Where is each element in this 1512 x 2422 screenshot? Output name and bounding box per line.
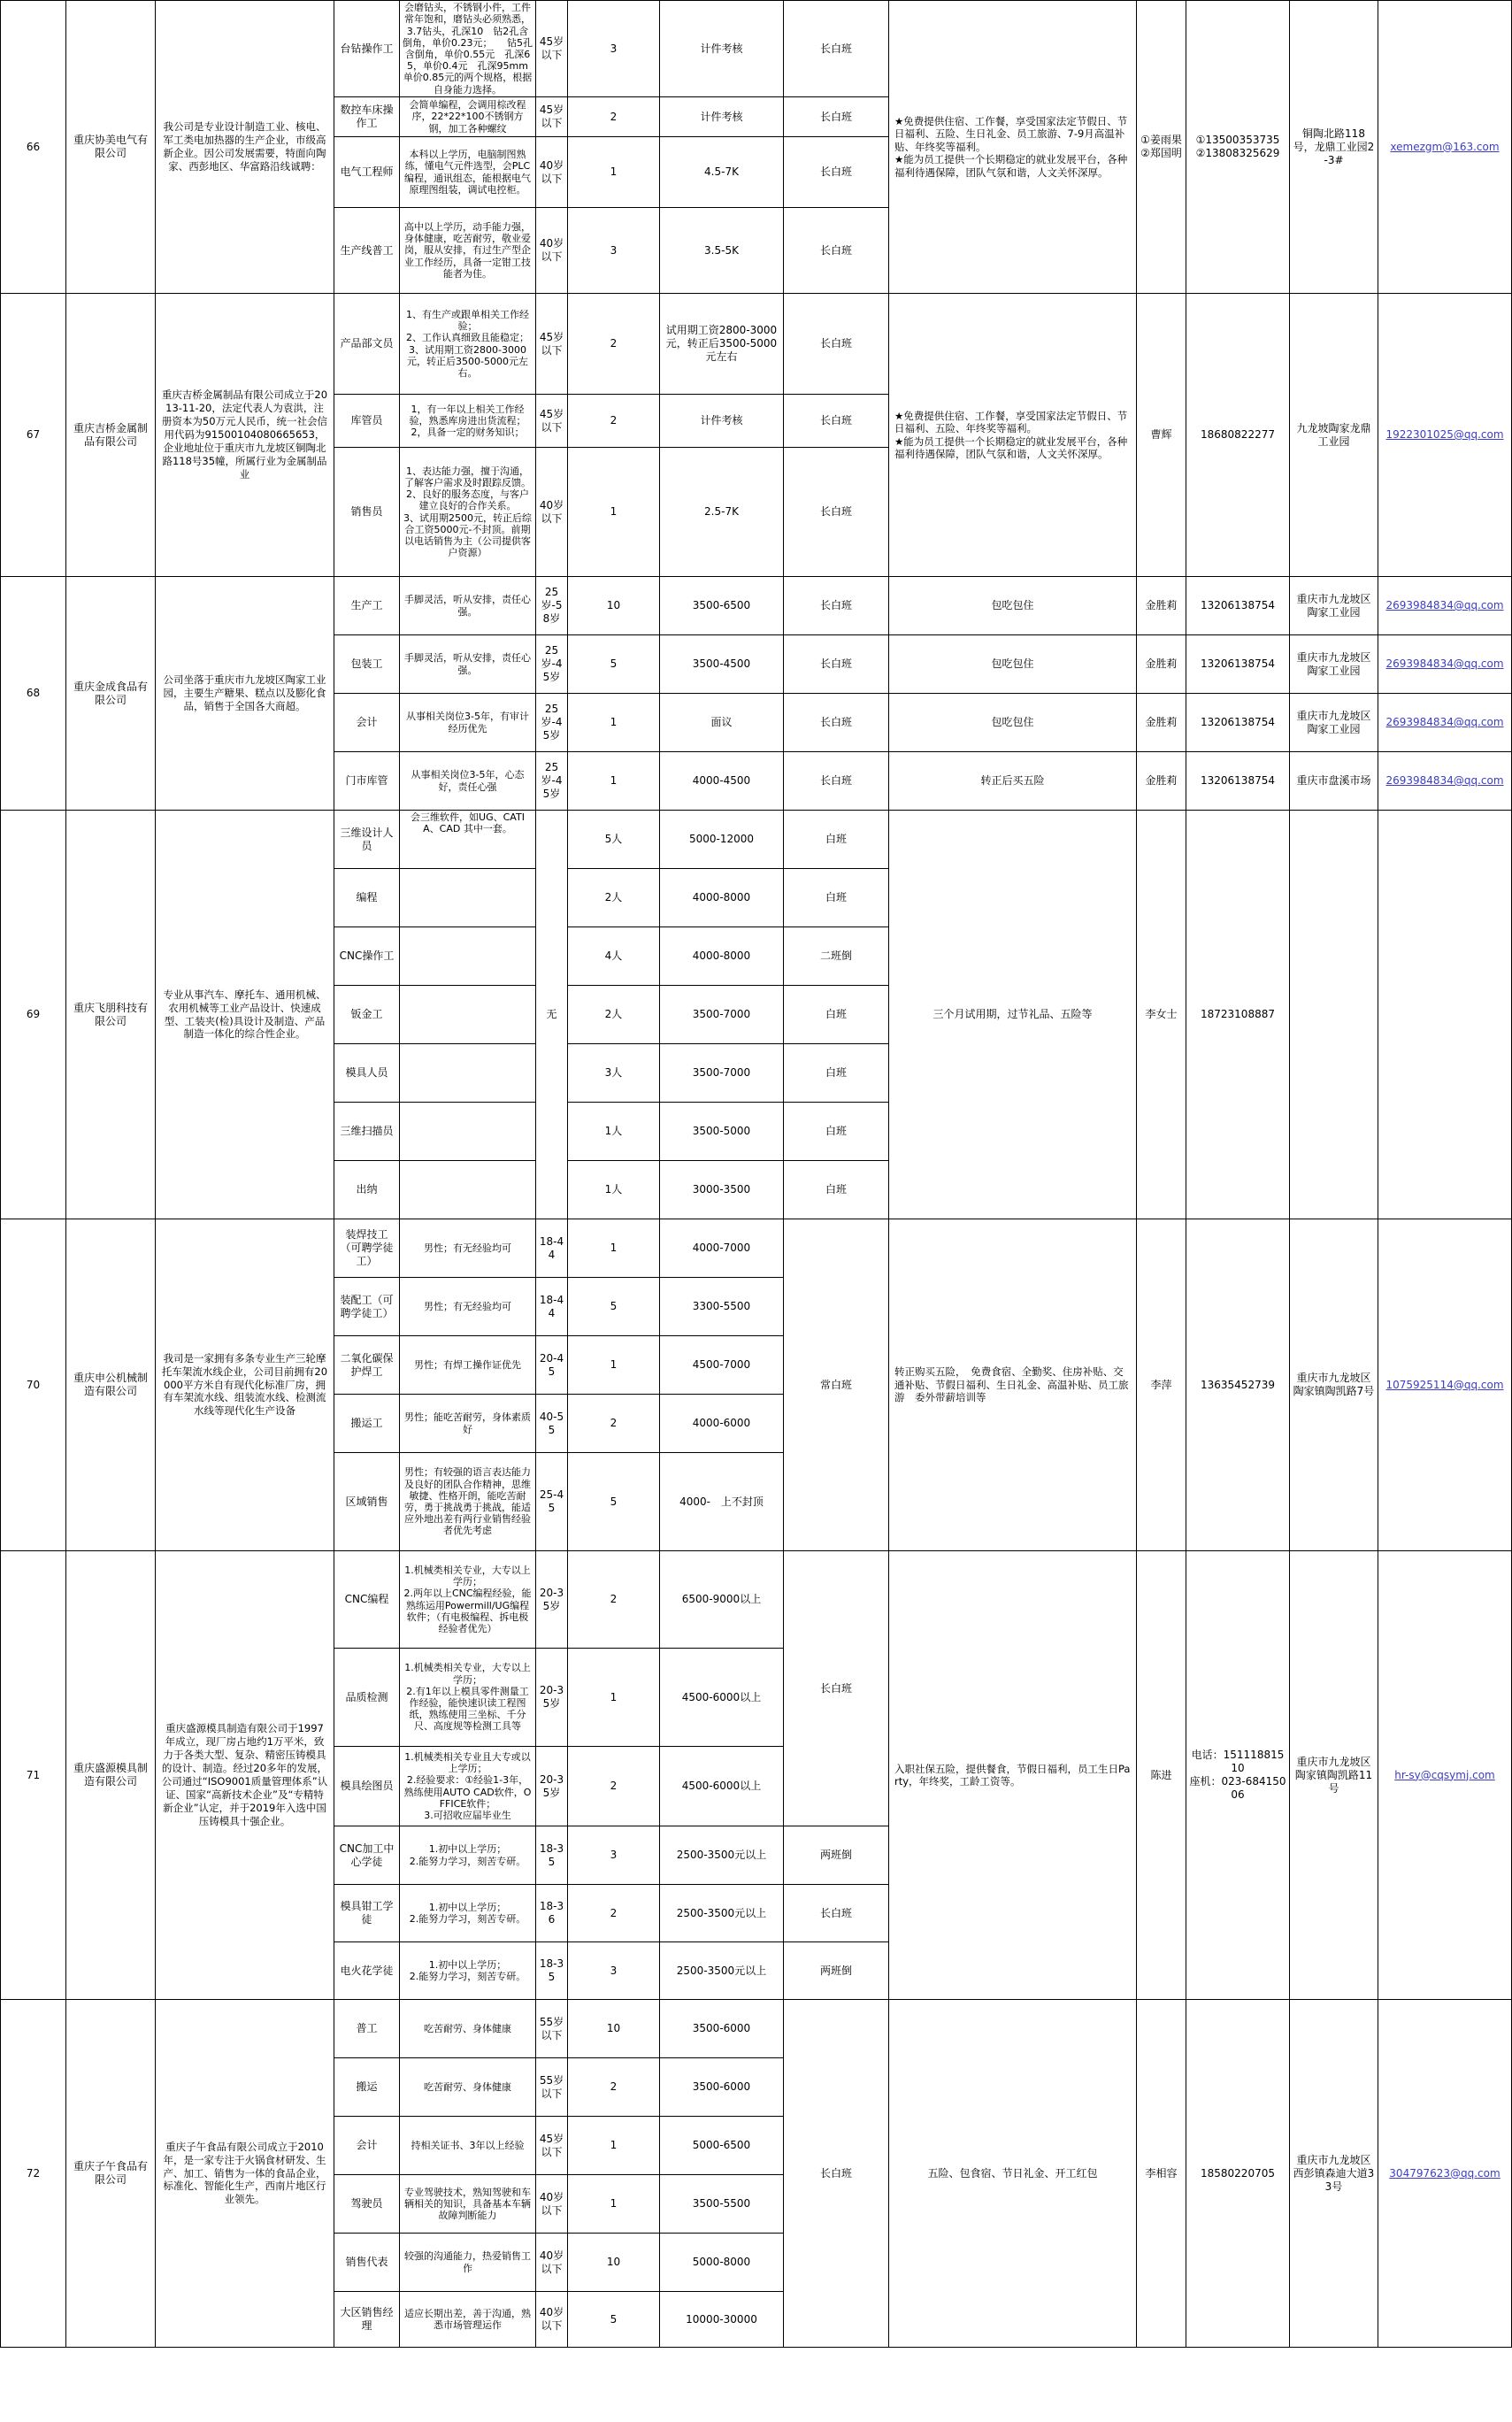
job-requirements: 1.初中以上学历； 2.能努力学习，刻苦专研。: [400, 1826, 536, 1885]
company-address: 重庆市盘溪市场: [1290, 752, 1378, 811]
contact-phone: 13206138754: [1186, 694, 1290, 752]
job-title: 销售代表: [334, 2234, 400, 2292]
company-name: 重庆盛源模具制造有限公司: [66, 1551, 156, 2000]
job-shift: 白班: [784, 1161, 889, 1219]
job-count: 1: [568, 448, 660, 577]
job-salary: 试用期工资2800-3000元，转正后3500-5000元左右: [660, 294, 784, 395]
job-count: 2: [568, 1395, 660, 1453]
job-count: 3: [568, 208, 660, 294]
job-requirements: 男性；有较强的语言表达能力及良好的团队合作精神，思维敏捷、性格开朗，能吃苦耐劳，勇于挑战勇于挑战，能适应外地出差有两行业销售经验者优先考虑: [400, 1453, 536, 1551]
job-shift: 两班倒: [784, 1942, 889, 2000]
job-shift: 长白班: [784, 294, 889, 395]
job-shift: 长白班: [784, 694, 889, 752]
job-count: 2: [568, 294, 660, 395]
company-benefits: ★免费提供住宿、工作餐，享受国家法定节假日、节日福利、五险、年终奖等福利。 ★能为员工提供一个长期稳定的就业发展平台，各种福利待遇保障，团队气氛和谐，人文关怀深厚。: [889, 294, 1137, 577]
company-number: 72: [1, 2000, 66, 2348]
company-address: 重庆市九龙坡区西彭镇森迪大道33号: [1290, 2000, 1378, 2348]
table-row: [1, 1219, 1512, 1278]
job-count: 1: [568, 1219, 660, 1278]
contact-person: 金胜莉: [1137, 752, 1186, 811]
company-number: 70: [1, 1219, 66, 1551]
job-title: CNC操作工: [334, 927, 400, 986]
contact-phone: 18680822277: [1186, 294, 1290, 577]
job-requirements: 男性；能吃苦耐劳，身体素质好: [400, 1395, 536, 1453]
job-title: 出纳: [334, 1161, 400, 1219]
job-count: 3: [568, 1942, 660, 2000]
job-salary: 2.5-7K: [660, 448, 784, 577]
job-salary: 3500-6000: [660, 2058, 784, 2117]
job-count: 1: [568, 1649, 660, 1747]
job-requirements: 从事相关岗位3-5年，心态好，责任心强: [400, 752, 536, 811]
job-age: 25岁-45岁: [536, 635, 568, 694]
job-age: 45岁以下: [536, 97, 568, 137]
email-cell: [1378, 635, 1512, 694]
job-requirements: 专业驾驶技术，熟知驾驶和车辆相关的知识，具备基本车辆故障判断能力: [400, 2175, 536, 2234]
job-count: 2: [568, 1747, 660, 1826]
job-salary: 4.5-7K: [660, 137, 784, 208]
job-salary: 面议: [660, 694, 784, 752]
job-salary: 6500-9000以上: [660, 1551, 784, 1649]
job-salary: 计件考核: [660, 97, 784, 137]
email-link[interactable]: 304797623@qq.com: [1389, 2166, 1500, 2180]
job-salary: 3300-5500: [660, 1278, 784, 1336]
company-name: 重庆协美电气有限公司: [66, 1, 156, 294]
job-count: 5: [568, 2292, 660, 2348]
email-cell: [1378, 1219, 1512, 1551]
job-count: 1人: [568, 1103, 660, 1161]
job-age: 25岁-58岁: [536, 577, 568, 635]
table-row: [1, 1, 1512, 97]
job-shift: 白班: [784, 1044, 889, 1103]
job-title: 编程: [334, 869, 400, 927]
job-title: 模具绘图员: [334, 1747, 400, 1826]
company-benefits: 入职社保五险，提供餐食，节假日福利，员工生日Party，年终奖，工龄工资等。: [889, 1551, 1137, 2000]
job-age: 20-35岁: [536, 1551, 568, 1649]
job-shift: 长白班: [784, 2000, 889, 2348]
job-salary: 4000-7000: [660, 1219, 784, 1278]
job-title: 会计: [334, 2117, 400, 2175]
job-requirements: 男性；有无经验均可: [400, 1278, 536, 1336]
job-age: 25岁-45岁: [536, 752, 568, 811]
email-cell: [1378, 1, 1512, 294]
company-address: 九龙坡陶家龙鼎工业园: [1290, 294, 1378, 577]
job-count: 5: [568, 1278, 660, 1336]
job-count: 5: [568, 635, 660, 694]
job-title: 包装工: [334, 635, 400, 694]
job-salary: 3500-7000: [660, 1044, 784, 1103]
job-title: 装焊技工（可聘学徒工）: [334, 1219, 400, 1278]
company-number: 69: [1, 811, 66, 1219]
table-row: [1, 811, 1512, 869]
job-title: 门市库管: [334, 752, 400, 811]
job-salary: 2500-3500元以上: [660, 1885, 784, 1942]
job-salary: 4000-4500: [660, 752, 784, 811]
job-age: 45岁以下: [536, 1, 568, 97]
job-count: 3人: [568, 1044, 660, 1103]
job-age: 45岁以下: [536, 2117, 568, 2175]
email-link[interactable]: hr-sy@cqsymj.com: [1394, 1768, 1495, 1781]
job-shift: 长白班: [784, 1551, 889, 1826]
job-count: 2: [568, 2058, 660, 2117]
job-salary: 5000-8000: [660, 2234, 784, 2292]
company-intro: 重庆盛源模具制造有限公司于1997年成立，现厂房占地约1万平米，致力于各类大型、复杂、精密压铸模具的设计、制造。经过20多年的发展，公司通过“ISO9001质量管理体系”认证、国家“高新技术企业”及“专精特新企业”认定，并于2019年入选中国压铸模具十强企业。: [156, 1551, 334, 2000]
job-count: 2人: [568, 986, 660, 1044]
table-row: [1, 1551, 1512, 1649]
job-salary: 5000-12000: [660, 811, 784, 869]
job-title: 库管员: [334, 395, 400, 448]
job-requirements: 男性；有无经验均可: [400, 1219, 536, 1278]
job-requirements: [400, 986, 536, 1044]
job-title: 装配工（可聘学徒工）: [334, 1278, 400, 1336]
job-salary: 2500-3500元以上: [660, 1826, 784, 1885]
contact-person: 金胜莉: [1137, 694, 1186, 752]
job-requirements: 会三维软件，如UG、CATIA、CAD 其中一套。: [400, 811, 536, 869]
company-address: 铜陶北路118号，龙鼎工业园2-3#: [1290, 1, 1378, 294]
job-age: 40岁以下: [536, 2175, 568, 2234]
job-count: 2: [568, 1885, 660, 1942]
job-age: 18-35: [536, 1942, 568, 2000]
job-count: 1: [568, 752, 660, 811]
job-age: 40岁以下: [536, 2292, 568, 2348]
job-requirements: [400, 869, 536, 927]
job-age: 40岁以下: [536, 137, 568, 208]
job-age: 40岁以下: [536, 448, 568, 577]
job-age: 40岁以下: [536, 2234, 568, 2292]
email-link[interactable]: 2693984834@qq.com: [1385, 716, 1504, 728]
job-age: 20-35岁: [536, 1649, 568, 1747]
job-age: 45岁以下: [536, 294, 568, 395]
job-salary: 3500-7000: [660, 986, 784, 1044]
job-title: 电气工程师: [334, 137, 400, 208]
job-count: 1: [568, 1336, 660, 1395]
job-age: 无: [536, 811, 568, 1219]
job-count: 3: [568, 1826, 660, 1885]
job-title: 区域销售: [334, 1453, 400, 1551]
job-count: 2人: [568, 869, 660, 927]
contact-phone: 电话：15111881510 座机：023-68415006: [1186, 1551, 1290, 2000]
job-title: 会计: [334, 694, 400, 752]
job-title: CNC加工中心学徒: [334, 1826, 400, 1885]
job-title: 生产工: [334, 577, 400, 635]
job-requirements: [400, 927, 536, 986]
job-shift: 常白班: [784, 1219, 889, 1551]
job-requirements: 男性；有焊工操作证优先: [400, 1336, 536, 1395]
job-shift: 长白班: [784, 395, 889, 448]
company-address: 重庆市九龙坡区陶家镇陶凯路7号: [1290, 1219, 1378, 1551]
job-shift: 长白班: [784, 635, 889, 694]
job-count: 10: [568, 2000, 660, 2058]
company-benefits: 转正购买五险， 免费食宿、全勤奖、住房补贴、交通补贴、节假日福利、生日礼金、高温补贴、员工旅游 委外带薪培训等: [889, 1219, 1137, 1551]
contact-phone: 18580220705: [1186, 2000, 1290, 2348]
job-requirements: 较强的沟通能力，热爱销售工作: [400, 2234, 536, 2292]
contact-person: 李女士: [1137, 811, 1186, 1219]
job-salary: 4500-6000以上: [660, 1747, 784, 1826]
contact-phone: 13635452739: [1186, 1219, 1290, 1551]
job-title: 数控车床操作工: [334, 97, 400, 137]
contact-person: ①姜雨果 ②郑国明: [1137, 1, 1186, 294]
job-age: 55岁以下: [536, 2058, 568, 2117]
company-address: 重庆市九龙坡区陶家工业园: [1290, 577, 1378, 635]
job-count: 2: [568, 395, 660, 448]
job-requirements: 手脚灵活，听从安排，责任心强。: [400, 635, 536, 694]
company-address: [1290, 811, 1378, 1219]
job-count: 1: [568, 2175, 660, 2234]
job-count: 1: [568, 694, 660, 752]
job-salary: 3500-5000: [660, 1103, 784, 1161]
company-name: 重庆飞朋科技有限公司: [66, 811, 156, 1219]
job-requirements: 会简单编程，会调用棕改程序，22*22*100不锈钢方钢，加工各种螺纹: [400, 97, 536, 137]
job-requirements: 1.机械类相关专业且大专或以上学历； 2.经验要求：①经验1-3年，熟练使用AUTO CAD软件，OFFICE软件； 3.可招收应届毕业生: [400, 1747, 536, 1826]
job-requirements: 本科以上学历，电脑制图熟练，懂电气元件选型，会PLC编程，通讯组态，能根据电气原理图组装，调试电控柜。: [400, 137, 536, 208]
email-link[interactable]: 1922301025@qq.com: [1385, 428, 1504, 441]
job-age: 18-44: [536, 1278, 568, 1336]
job-salary: 2500-3500元以上: [660, 1942, 784, 2000]
job-salary: 计件考核: [660, 1, 784, 97]
job-shift: 长白班: [784, 448, 889, 577]
job-title: 驾驶员: [334, 2175, 400, 2234]
contact-phone: ①13500353735 ②13808325629: [1186, 1, 1290, 294]
job-title: 三维设计人员: [334, 811, 400, 869]
job-count: 4人: [568, 927, 660, 986]
company-intro: 公司坐落于重庆市九龙坡区陶家工业园，主要生产糖果、糕点以及膨化食品，销售于全国各大商超。: [156, 577, 334, 811]
job-shift: 两班倒: [784, 1826, 889, 1885]
email-link[interactable]: 2693984834@qq.com: [1385, 657, 1504, 670]
company-benefits: 五险、包食宿、节日礼金、开工红包: [889, 2000, 1137, 2348]
company-name: 重庆吉桥金属制品有限公司: [66, 294, 156, 577]
job-age: 45岁以下: [536, 395, 568, 448]
job-title: 电火花学徒: [334, 1942, 400, 2000]
job-salary: 5000-6500: [660, 2117, 784, 2175]
job-title: 销售员: [334, 448, 400, 577]
job-title: 搬运: [334, 2058, 400, 2117]
job-salary: 3500-6500: [660, 577, 784, 635]
email-cell: [1378, 694, 1512, 752]
job-requirements: 1，有一年以上相关工作经验，熟悉库房进出货流程； 2，具备一定的财务知识；: [400, 395, 536, 448]
job-requirements: [400, 1044, 536, 1103]
job-shift: 长白班: [784, 97, 889, 137]
job-requirements: 1.初中以上学历； 2.能努力学习，刻苦专研。: [400, 1942, 536, 2000]
email-cell: [1378, 1551, 1512, 2000]
job-title: 钣金工: [334, 986, 400, 1044]
job-count: 1: [568, 2117, 660, 2175]
contact-phone: 18723108887: [1186, 811, 1290, 1219]
job-shift: 白班: [784, 986, 889, 1044]
job-shift: 白班: [784, 869, 889, 927]
job-salary: 3500-5500: [660, 2175, 784, 2234]
job-age: 20-45: [536, 1336, 568, 1395]
email-cell: [1378, 752, 1512, 811]
job-age: 18-35: [536, 1826, 568, 1885]
job-salary: 3500-6000: [660, 2000, 784, 2058]
contact-person: 李相容: [1137, 2000, 1186, 2348]
job-count: 2: [568, 97, 660, 137]
job-benefits: 包吃包住: [889, 577, 1137, 635]
job-requirements: [400, 1103, 536, 1161]
job-count: 5人: [568, 811, 660, 869]
job-title: 大区销售经理: [334, 2292, 400, 2348]
email-link[interactable]: 1075925114@qq.com: [1385, 1378, 1504, 1391]
job-benefits: 转正后买五险: [889, 752, 1137, 811]
email-cell: [1378, 294, 1512, 577]
job-requirements: 1.机械类相关专业，大专以上学历； 2.有1年以上模具零件测量工作经验，能快速识读工程图纸，熟练使用三坐标、千分尺、高度规等检测工具等: [400, 1649, 536, 1747]
company-name: 重庆申公机械制造有限公司: [66, 1219, 156, 1551]
job-benefits: 包吃包住: [889, 635, 1137, 694]
contact-phone: 13206138754: [1186, 635, 1290, 694]
job-count: 5: [568, 1453, 660, 1551]
job-salary: 3.5-5K: [660, 208, 784, 294]
job-count: 1: [568, 137, 660, 208]
job-requirements: 吃苦耐劳、身体健康: [400, 2000, 536, 2058]
job-requirements: 1、有生产或跟单相关工作经验； 2、工作认真细致且能稳定； 3、试用期工资2800-3000元，转正后3500-5000元左右。: [400, 294, 536, 395]
job-salary: 3500-4500: [660, 635, 784, 694]
job-title: 模具钳工学徒: [334, 1885, 400, 1942]
job-title: 品质检测: [334, 1649, 400, 1747]
job-count: 10: [568, 577, 660, 635]
job-benefits: 包吃包住: [889, 694, 1137, 752]
job-age: 25岁-45岁: [536, 694, 568, 752]
job-count: 3: [568, 1, 660, 97]
company-address: 重庆市九龙坡区陶家工业园: [1290, 694, 1378, 752]
email-cell: [1378, 811, 1512, 1219]
job-count: 1人: [568, 1161, 660, 1219]
job-shift: 长白班: [784, 1885, 889, 1942]
job-age: 40-55: [536, 1395, 568, 1453]
job-requirements: 高中以上学历，动手能力强，身体健康，吃苦耐劳，敬业爱岗，服从安排，有过生产型企业工作经历，具备一定钳工技能者为佳。: [400, 208, 536, 294]
job-requirements: 持相关证书、3年以上经验: [400, 2117, 536, 2175]
job-count: 2: [568, 1551, 660, 1649]
job-requirements: 吃苦耐劳、身体健康: [400, 2058, 536, 2117]
table-row: [1, 577, 1512, 635]
job-requirements: 手脚灵活，听从安排，责任心强。: [400, 577, 536, 635]
table-row: [1, 2000, 1512, 2058]
job-salary: 4000- 上不封顶: [660, 1453, 784, 1551]
job-requirements: 会磨钻头，不锈钢小件，工件常年饱和，磨钻头必须熟悉，3.7钻头，孔深10 钻2孔含倒角，单价0.23元； 钻5孔含倒角，单价0.55元 孔深65，单价0.4元 孔深95mm 单价0.85元的两个规格，根据自身能力选择。: [400, 1, 536, 97]
job-shift: 二班倒: [784, 927, 889, 986]
job-shift: 长白班: [784, 1, 889, 97]
table-row: [1, 294, 1512, 395]
job-shift: 长白班: [784, 208, 889, 294]
contact-person: 曹辉: [1137, 294, 1186, 577]
job-salary: 4000-8000: [660, 927, 784, 986]
contact-phone: 13206138754: [1186, 752, 1290, 811]
company-intro: 我公司是专业设计制造工业、核电、军工类电加热器的生产企业，市级高新企业。因公司发展需要，特面向陶家、西彭地区、华富路沿线诚聘：: [156, 1, 334, 294]
job-age: 20-35岁: [536, 1747, 568, 1826]
company-number: 71: [1, 1551, 66, 2000]
contact-person: 陈进: [1137, 1551, 1186, 2000]
job-title: CNC编程: [334, 1551, 400, 1649]
job-age: 18-44: [536, 1219, 568, 1278]
job-shift: 长白班: [784, 137, 889, 208]
job-title: 产品部文员: [334, 294, 400, 395]
job-shift: 白班: [784, 1103, 889, 1161]
job-requirements: 1、表达能力强，擅于沟通，了解客户需求及时跟踪反馈。 2、良好的服务态度，与客户建立良好的合作关系。 3、试用期2500元，转正后综合工资5000元-不封顶。前期以电话销售为主（公司提供客户资源）: [400, 448, 536, 577]
company-benefits: 三个月试用期，过节礼品、五险等: [889, 811, 1137, 1219]
job-salary: 4000-6000: [660, 1395, 784, 1453]
email-link[interactable]: 2693984834@qq.com: [1385, 599, 1504, 611]
company-intro: 重庆子午食品有限公司成立于2010年，是一家专注于火锅食材研发、生产、加工、销售为一体的食品企业，标准化、智能化生产，西南片地区行业领先。: [156, 2000, 334, 2348]
job-requirements: 适应长期出差，善于沟通，熟悉市场管理运作: [400, 2292, 536, 2348]
job-title: 三维扫描员: [334, 1103, 400, 1161]
company-intro: 专业从事汽车、摩托车、通用机械、农用机械等工业产品设计、快速成型、工装夹(检)具设计及制造、产品制造一体化的综合性企业。: [156, 811, 334, 1219]
job-salary: 4500-7000: [660, 1336, 784, 1395]
contact-person: 金胜莉: [1137, 577, 1186, 635]
email-link[interactable]: 2693984834@qq.com: [1385, 774, 1504, 787]
job-salary: 4500-6000以上: [660, 1649, 784, 1747]
job-salary: 计件考核: [660, 395, 784, 448]
company-intro: 重庆吉桥金属制品有限公司成立于2013-11-20，法定代表人为袁洪，注册资本为50万元人民币，统一社会信用代码为91500104080665653，企业地址位于重庆市九龙坡区铜陶北路118号35幢，所属行业为金属制品业: [156, 294, 334, 577]
company-number: 66: [1, 1, 66, 294]
company-address: 重庆市九龙坡区陶家镇陶凯路11号: [1290, 1551, 1378, 2000]
job-title: 模具人员: [334, 1044, 400, 1103]
job-title: 台钻操作工: [334, 1, 400, 97]
email-cell: [1378, 2000, 1512, 2348]
job-shift: 长白班: [784, 752, 889, 811]
job-salary: 4000-8000: [660, 869, 784, 927]
job-age: 25-45: [536, 1453, 568, 1551]
job-requirements: 从事相关岗位3-5年，有审计经历优先: [400, 694, 536, 752]
job-salary: 10000-30000: [660, 2292, 784, 2348]
job-salary: 3000-3500: [660, 1161, 784, 1219]
contact-person: 金胜莉: [1137, 635, 1186, 694]
company-intro: 我司是一家拥有多条专业生产三轮摩托车架流水线企业，公司目前拥有20000平方米自有现代化标准厂房，拥有车架流水线、组装流水线、检测流水线等现代化生产设备: [156, 1219, 334, 1551]
company-number: 67: [1, 294, 66, 577]
email-link[interactable]: xemezgm@163.com: [1390, 140, 1500, 153]
company-address: 重庆市九龙坡区陶家工业园: [1290, 635, 1378, 694]
company-benefits: ★免费提供住宿、工作餐，享受国家法定节假日、节日福利、五险、生日礼金、员工旅游、7-9月高温补贴、年终奖等福利。 ★能为员工提供一个长期稳定的就业发展平台，各种福利待遇保障，团队气氛和谐，人文关怀深厚。: [889, 1, 1137, 294]
job-title: 生产线普工: [334, 208, 400, 294]
job-requirements: [400, 1161, 536, 1219]
contact-phone: 13206138754: [1186, 577, 1290, 635]
job-shift: 白班: [784, 811, 889, 869]
job-title: 二氧化碳保护焊工: [334, 1336, 400, 1395]
job-requirements: 1.初中以上学历； 2.能努力学习，刻苦专研。: [400, 1885, 536, 1942]
email-cell: [1378, 577, 1512, 635]
company-name: 重庆金成食品有限公司: [66, 577, 156, 811]
contact-person: 李萍: [1137, 1219, 1186, 1551]
job-shift: 长白班: [784, 577, 889, 635]
job-count: 10: [568, 2234, 660, 2292]
company-number: 68: [1, 577, 66, 811]
job-age: 40岁以下: [536, 208, 568, 294]
company-name: 重庆子午食品有限公司: [66, 2000, 156, 2348]
job-age: 18-36: [536, 1885, 568, 1942]
job-title: 普工: [334, 2000, 400, 2058]
job-title: 搬运工: [334, 1395, 400, 1453]
job-age: 55岁以下: [536, 2000, 568, 2058]
job-requirements: 1.机械类相关专业，大专以上学历； 2.两年以上CNC编程经验，能熟练运用Powermill/UG编程软件；（有电极编程、拆电极经验者优先）: [400, 1551, 536, 1649]
